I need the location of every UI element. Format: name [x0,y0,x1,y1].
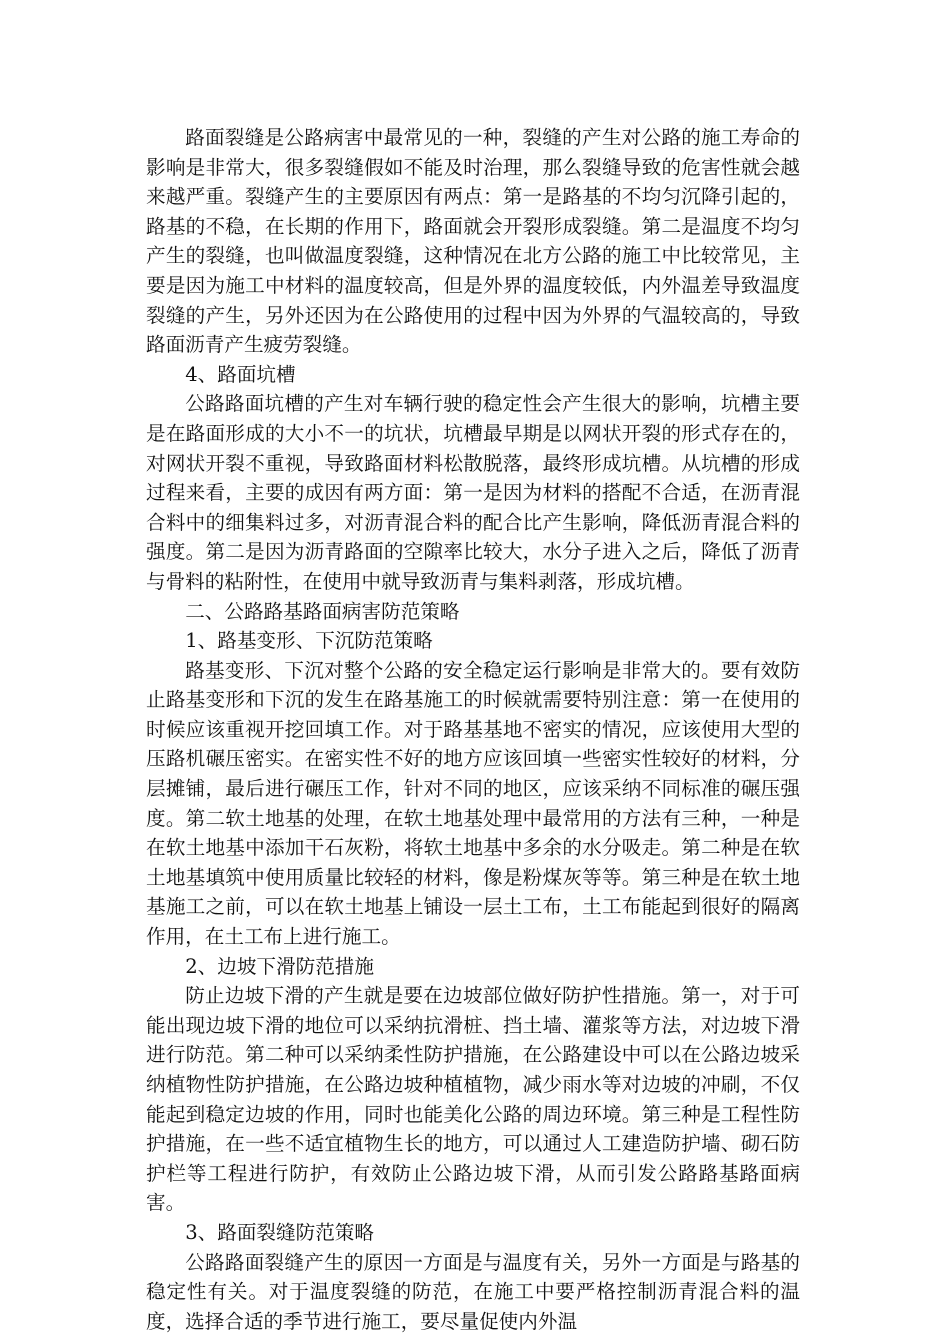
paragraph-crack-prevention: 公路路面裂缝产生的原因一方面是与温度有关，另外一方面是与路基的稳定性有关。对于温度裂缝的防范，在施工中要严格控制沥青混合料的温度，选择合适的季节进行施工，要尽量促使内外温 [146,1250,800,1333]
heading-crack-prevention: 3、路面裂缝防范策略 [185,1220,374,1244]
heading-subgrade-deformation: 1、路基变形、下沉防范策略 [185,629,433,653]
heading-pavement-potholes: 4、路面坑槽 [185,362,296,386]
heading-prevention-strategies: 二、公路路基路面病害防范策略 [185,599,460,623]
paragraph-pavement-cracks-intro: 路面裂缝是公路病害中最常见的一种，裂缝的产生对公路的施工寿命的影响是非常大，很多裂缝假如不能及时治理，那么裂缝导致的危害性就会越来越严重。裂缝产生的主要原因有两点：第一是路基的不均匀沉降引起的，路基的不稳，在长期的作用下，路面就会开裂形成裂缝。第二是温度不均匀产生的裂缝，也叫做温度裂缝，这种情况在北方公路的施工中比较常见，主要是因为施工中材料的温度较高，但是外界的温度较低，内外温差导致温度裂缝的产生，另外还因为在公路使用的过程中因为外界的气温较高的，导致路面沥青产生疲劳裂缝。 [146,126,800,357]
paragraph-pavement-potholes: 公路路面坑槽的产生对车辆行驶的稳定性会产生很大的影响，坑槽主要是在路面形成的大小不一的坑状，坑槽最早期是以网状开裂的形式存在的，对网状开裂不重视，导致路面材料松散脱落，最终形成坑槽。从坑槽的形成过程来看，主要的成因有两方面：第一是因为材料的搭配不合适，在沥青混合料中的细集料过多，对沥青混合料的配合比产生影响，降低沥青混合料的强度。第二是因为沥青路面的空隙率比较大，水分子进入之后，降低了沥青与骨料的粘附性，在使用中就导致沥青与集料剥落，形成坑槽。 [146,392,800,593]
paragraph-slope-sliding: 防止边坡下滑的产生就是要在边坡部位做好防护性措施。第一，对于可能出现边坡下滑的地位可以采纳抗滑桩、挡土墙、灌浆等方法，对边坡下滑进行防范。第二种可以采纳柔性防护措施，在公路建设中可以在公路边坡采纳植物性防护措施，在公路边坡种植植物，减少雨水等对边坡的冲刷，不仅能起到稳定边坡的作用，同时也能美化公路的周边环境。第三种是工程性防护措施，在一些不适宜植物生长的地方，可以通过人工建造防护墙、砌石防护栏等工程进行防护，有效防止公路边坡下滑，从而引发公路路基路面病害。 [146,984,800,1215]
heading-slope-sliding: 2、边坡下滑防范措施 [185,954,374,978]
paragraph-subgrade-deformation: 路基变形、下沉对整个公路的安全稳定运行影响是非常大的。要有效防止路基变形和下沉的发生在路基施工的时候就需要特别注意：第一在使用的时候应该重视开挖回填工作。对于路基基地不密实的情况，应该使用大型的压路机碾压密实。在密实性不好的地方应该回填一些密实性较好的材料，分层摊铺，最后进行碾压工作，针对不同的地区，应该采纳不同标准的碾压强度。第二软土地基的处理，在软土地基处理中最常用的方法有三种，一种是在软土地基中添加干石灰粉，将软土地基中多余的水分吸走。第二种是在软土地基填筑中使用质量比较轻的材料，像是粉煤灰等等。第三种是在软土地基施工之前，可以在软土地基上铺设一层土工布，土工布能起到很好的隔离作用，在土工布上进行施工。 [146,658,800,949]
document-body [146,123,800,1336]
